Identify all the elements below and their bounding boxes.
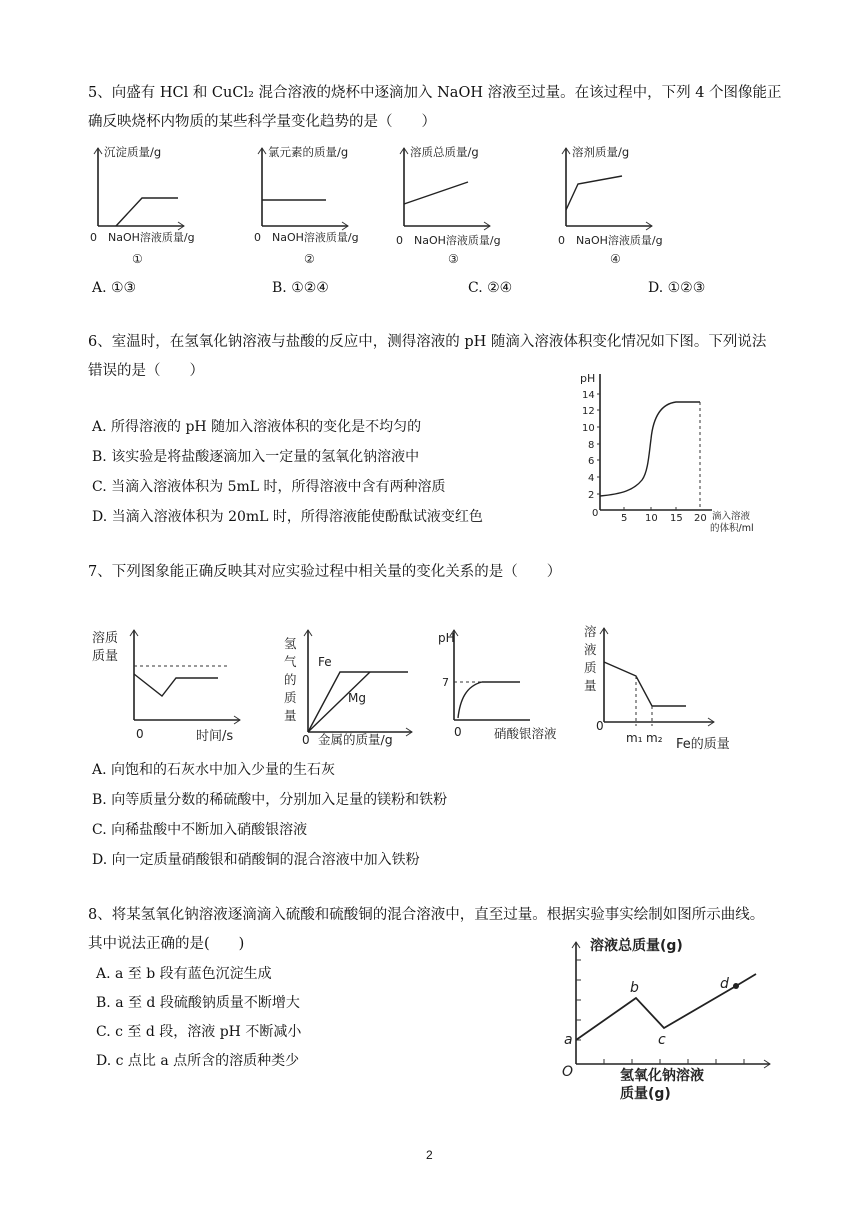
solvent-curve [566, 176, 622, 210]
svg-text:质: 质 [284, 690, 297, 705]
precipitate-curve [116, 198, 178, 226]
q8-mass-curve [576, 974, 756, 1040]
q7-g1-xlabel: 时间/s [196, 729, 234, 744]
q8-point-d: d [720, 976, 729, 992]
q8-option-c[interactable]: C. c 至 d 段，溶液 pH 不断减小 [96, 1024, 302, 1040]
q7-g3-xlabel: 硝酸银溶液 [494, 726, 557, 741]
q7-g2-fe-label: Fe [318, 655, 332, 669]
q7-g4-ylabel [584, 624, 597, 693]
svg-text:溶: 溶 [584, 624, 597, 639]
q6-ph-graph [572, 364, 772, 536]
q8-option-d[interactable]: D. c 点比 a 点所含的溶质种类少 [96, 1053, 300, 1069]
q5-graph-1 [84, 140, 214, 272]
q7-g2-ylabel [284, 636, 297, 723]
q6-xlabel-1: 滴入溶液 [712, 511, 751, 522]
q7-option-c[interactable]: C. 向稀盐酸中不断加入硝酸银溶液 [92, 822, 308, 838]
q6-ytick-12: 12 [582, 406, 595, 417]
q5-g4-origin: 0 [558, 234, 565, 247]
q6-ytick-14: 14 [582, 390, 595, 401]
q5-graph-3 [390, 140, 520, 272]
q7-g3-ylabel: pH [438, 631, 455, 645]
q5-option-b[interactable]: B. ①②④ [272, 280, 329, 296]
q6-xtick-20: 20 [694, 513, 707, 524]
q8-stem-line2: 其中说法正确的是( ) [88, 936, 245, 952]
q6-ytick-4: 4 [588, 473, 595, 484]
q7-g1-origin: 0 [136, 727, 144, 741]
q8-point-d-dot [733, 983, 739, 989]
q6-stem-line2: 错误的是（ ） [88, 363, 204, 379]
page-number: 2 [426, 1148, 433, 1162]
q7-g4-origin: 0 [596, 719, 604, 733]
svg-text:量: 量 [584, 678, 597, 693]
q6-ytick-0: 0 [592, 508, 599, 519]
q6-option-b[interactable]: B. 该实验是将盐酸逐滴加入一定量的氢氧化钠溶液中 [92, 449, 420, 465]
q6-option-a[interactable]: A. 所得溶液的 pH 随加入溶液体积的变化是不均匀的 [92, 419, 422, 435]
q6-xtick-10: 10 [645, 513, 658, 524]
q8-option-b[interactable]: B. a 至 d 段硫酸钠质量不断增大 [96, 995, 300, 1011]
q8-option-a[interactable]: A. a 至 b 段有蓝色沉淀生成 [96, 966, 272, 982]
svg-text:质: 质 [584, 660, 597, 675]
q6-xlabel-2: 的体积/ml [710, 523, 754, 534]
q8-xlabel-1: 氢氧化钠溶液 [620, 1068, 704, 1084]
q5-g1-ylabel: 沉淀质量/g [104, 145, 162, 159]
svg-text:的: 的 [284, 672, 297, 687]
q7-option-d[interactable]: D. 向一定质量硝酸银和硝酸铜的混合溶液中加入铁粉 [92, 852, 420, 868]
q5-g4-xlabel: NaOH溶液质量/g [576, 234, 663, 247]
lime-curve [134, 674, 218, 696]
svg-text:量: 量 [284, 708, 297, 723]
q7-g3-tick7: 7 [442, 676, 449, 689]
svg-text:氢: 氢 [284, 636, 297, 651]
q6-xtick-5: 5 [621, 513, 628, 524]
q7-g4-xlabel: Fe的质量 [676, 737, 730, 750]
q7-graph-4 [582, 618, 752, 750]
q5-option-c[interactable]: C. ②④ [468, 280, 513, 296]
q6-ylabel: pH [580, 372, 596, 385]
q5-g1-origin: 0 [90, 231, 97, 244]
q5-g2-ylabel: 氯元素的质量/g [268, 145, 349, 159]
q5-option-d[interactable]: D. ①②③ [648, 280, 706, 296]
q5-stem-line2: 确反映烧杯内物质的某些科学量变化趋势的是（ ） [88, 114, 436, 130]
q7-option-a[interactable]: A. 向饱和的石灰水中加入少量的生石灰 [92, 762, 336, 778]
q6-option-d[interactable]: D. 当滴入溶液体积为 20mL 时，所得溶液能使酚酞试液变红色 [92, 509, 483, 525]
q7-stem: 7、下列图象能正确反映其对应实验过程中相关量的变化关系的是（ ） [88, 564, 562, 580]
q7-option-b[interactable]: B. 向等质量分数的稀硫酸中，分别加入足量的镁粉和铁粉 [92, 792, 448, 808]
q5-g3-ylabel: 溶质总质量/g [410, 145, 479, 159]
q7-g4-m2: m₂ [646, 731, 663, 745]
svg-text:液: 液 [584, 642, 597, 657]
ph-agno3-curve [458, 682, 520, 718]
q6-xtick-15: 15 [670, 513, 683, 524]
svg-text:气: 气 [284, 654, 297, 669]
q5-g2-xlabel: NaOH溶液质量/g [272, 231, 359, 244]
q6-ytick-2: 2 [588, 490, 595, 501]
q8-graph [556, 930, 796, 1102]
q5-g3-origin: 0 [396, 234, 403, 247]
q7-g2-mg-label: Mg [348, 691, 366, 705]
q7-graph-1 [90, 620, 255, 748]
q7-graph-2 [278, 620, 418, 748]
q7-graph-3 [430, 620, 570, 748]
q5-graph-4 [552, 140, 682, 272]
ph-curve [600, 402, 700, 496]
q7-g4-m1: m₁ [626, 731, 643, 745]
q6-ytick-6: 6 [588, 456, 595, 467]
q8-point-c: c [658, 1032, 666, 1048]
q5-g2-origin: 0 [254, 231, 261, 244]
q7-g2-origin: 0 [302, 733, 310, 747]
q8-xlabel-2: 质量(g) [620, 1086, 671, 1102]
q6-ytick-10: 10 [582, 423, 595, 434]
q5-g2-num: ② [304, 252, 315, 266]
q5-option-a[interactable]: A. ①③ [92, 280, 137, 296]
q7-g3-origin: 0 [454, 725, 462, 739]
q7-g1-ylabel2: 质量 [92, 649, 119, 664]
q5-g1-num: ① [132, 252, 143, 266]
fe-mass-curve [604, 662, 686, 706]
q8-ylabel: 溶液总质量(g) [590, 938, 683, 954]
q5-g4-ylabel: 溶剂质量/g [572, 145, 630, 159]
q6-option-c[interactable]: C. 当滴入溶液体积为 5mL 时，所得溶液中含有两种溶质 [92, 479, 446, 495]
solute-curve [404, 182, 468, 204]
q5-g3-num: ③ [448, 252, 459, 266]
q8-stem-line1: 8、将某氢氧化钠溶液逐滴滴入硫酸和硫酸铜的混合溶液中，直至过量。根据实验事实绘制如图所示曲线。 [88, 907, 765, 923]
q5-g1-xlabel: NaOH溶液质量/g [108, 231, 195, 244]
q6-ytick-8: 8 [588, 440, 595, 451]
q8-point-b: b [630, 980, 639, 996]
q8-origin: O [562, 1064, 574, 1080]
q6-stem-line1: 6、室温时，在氢氧化钠溶液与盐酸的反应中，测得溶液的 pH 随滴入溶液体积变化情况如下图。下列说法 [88, 334, 767, 350]
q7-g1-ylabel1: 溶质 [92, 631, 119, 646]
q5-stem-line1: 5、向盛有 HCl 和 CuCl₂ 混合溶液的烧杯中逐滴加入 NaOH 溶液至过量。在该过程中，下列 4 个图像能正 [88, 85, 782, 101]
q7-g2-xlabel: 金属的质量/g [318, 732, 393, 747]
q5-graph-2 [248, 140, 378, 272]
q5-g4-num: ④ [610, 252, 621, 266]
q8-point-a: a [564, 1032, 573, 1048]
q5-g3-xlabel: NaOH溶液质量/g [414, 234, 501, 247]
